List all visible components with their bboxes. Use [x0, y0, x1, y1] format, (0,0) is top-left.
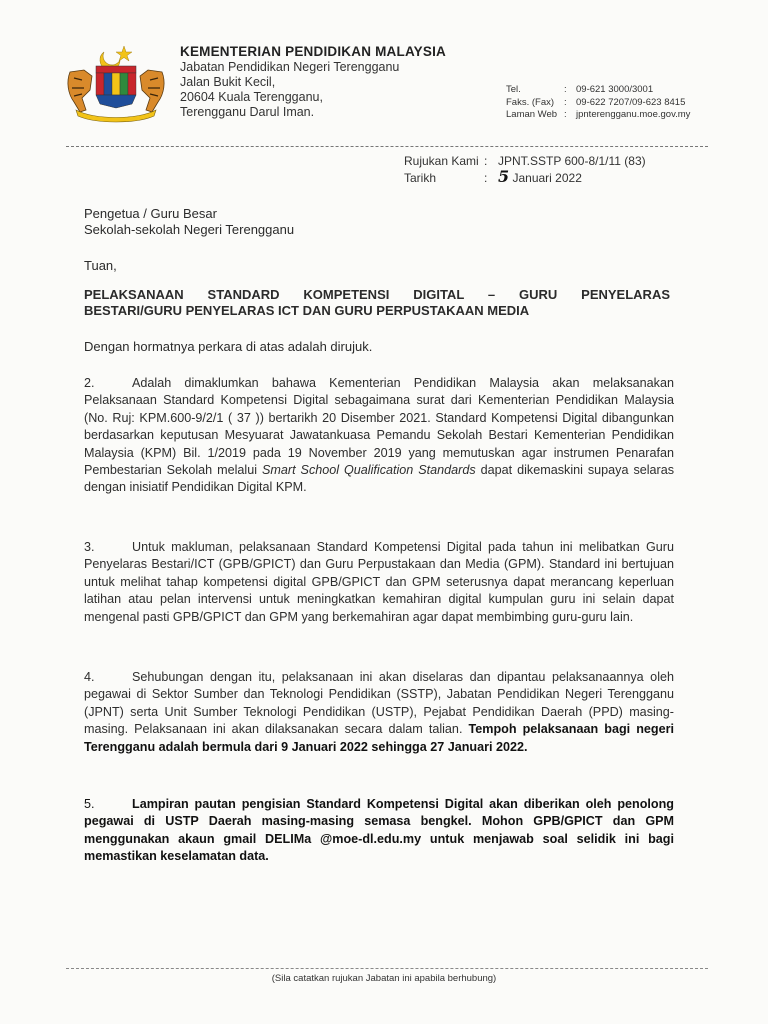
- paragraph-3: [84, 539, 674, 626]
- reference-label: Rujukan Kami: [404, 154, 479, 168]
- separator: :: [564, 84, 567, 95]
- paragraph-bold-text: Tempoh pelaksanaan bagi negeri Terengganu adalah bermula dari 9 Januari 2022 sehingga 27 Januari 2022.: [84, 722, 674, 754]
- letter-subject: [84, 287, 670, 318]
- paragraph-text: dapat dikemaskini supaya selaras dengan inisiatif Pendidikan Digital KPM.: [84, 463, 675, 495]
- footer-note: (Sila catatkan rujukan Jabatan ini apabila berhubung): [271, 973, 497, 984]
- contact-row-fax: [506, 97, 690, 110]
- contact-label: Faks. (Fax): [506, 96, 555, 108]
- contact-row-web: [506, 109, 690, 122]
- separator: :: [484, 171, 488, 185]
- recipient-title: Pengetua / Guru Besar: [84, 206, 217, 221]
- date-label: Tarikh: [404, 171, 437, 185]
- paragraph-text: Adalah dimaklumkan bahawa Kementerian Pendidikan Malaysia akan melaksanakan Pelaksanaan Standard Kompetensi Digital sebagaimana surat dari Kementerian Pendidikan Malaysia (No. Ruj: KPM.600-9/2/1 ( 37 )) bertarikh 20 Disember 2021. Standard Kompetensi Digital dibangunkan berdasarkan keputusan Mesyuarat Jawatankuasa Pemandu Sekolah Bestari Kementerian Pendidikan Malaysia (KPM) Bil. 1/2019 pada 19 November 2019 yang memutuskan agar instrumen Penarafan Pembestarian Sekolah melalui: [84, 376, 674, 478]
- paragraph-text: Mohon GPB/GPICT dan GPM menggunakan akaun gmail DELIMa @moe-dl.edu.my untuk menjawab soal selidik ini bagi memastikan keselamatan data.: [84, 814, 675, 864]
- footer-divider: [66, 968, 708, 969]
- coat-of-arms-logo: [60, 42, 172, 124]
- address-line: Terengganu Darul Iman.: [180, 105, 315, 119]
- contact-value: 09-622 7207/09-623 8415: [576, 96, 686, 108]
- separator: :: [564, 96, 567, 108]
- address-line: Jalan Bukit Kecil,: [180, 75, 276, 89]
- contact-row-tel: [506, 84, 690, 97]
- contact-label: Laman Web: [506, 109, 558, 120]
- paragraph-2: [84, 375, 674, 497]
- website-link[interactable]: jpnterengganu.moe.gov.my: [576, 109, 691, 120]
- reference-number: JPNT.SSTP 600-8/1/11 (83): [498, 154, 646, 168]
- recipient-org: Sekolah-sekolah Negeri Terengganu: [84, 222, 295, 237]
- salutation: Tuan,: [84, 258, 117, 273]
- date-row: [404, 169, 646, 186]
- paragraph-bold-text: Lampiran pautan pengisian Standard Kompetensi Digital akan diberikan oleh penolong pegawai di USTP Daerah masing-masing semasa bengkel.: [84, 797, 674, 829]
- separator: :: [484, 154, 488, 168]
- address-line: Jabatan Pendidikan Negeri Terengganu: [180, 60, 400, 74]
- contact-label: Tel.: [506, 84, 521, 95]
- paragraph-number: 5.: [84, 797, 95, 811]
- paragraph-number: 4.: [84, 670, 95, 684]
- organization-address: [180, 60, 399, 120]
- date-value: Januari 2022: [512, 171, 582, 185]
- reference-row: [404, 154, 646, 169]
- subject-line: PELAKSANAAN STANDARD KOMPETENSI DIGITAL – GURU PENYELARAS: [84, 287, 670, 302]
- paragraph-5: [84, 796, 674, 866]
- contact-value: 09-621 3000/3001: [576, 84, 654, 95]
- intro-paragraph: Dengan hormatnya perkara di atas adalah dirujuk.: [84, 339, 373, 354]
- paragraph-text: Sehubungan dengan itu, pelaksanaan ini akan diselaras dan dipantau pelaksanaannya oleh pegawai di Sektor Sumber dan Teknologi Pendidikan (SSTP), Jabatan Pendidikan Negeri Terengganu (JPNT) serta Unit Sumber Teknologi Pendidikan (USTP), Pejabat Pendidikan Daerah (PPD) masing-masing. Pelaksanaan ini akan dilaksanakan secara dalam talian.: [84, 670, 674, 737]
- subject-line: BESTARI/GURU PENYELARAS ICT DAN GURU PERPUSTAKAAN MEDIA: [84, 302, 530, 318]
- paragraph-number: 3.: [84, 540, 95, 554]
- organization-name: KEMENTERIAN PENDIDIKAN MALAYSIA: [180, 44, 446, 59]
- address-line: 20604 Kuala Terengganu,: [180, 90, 323, 104]
- paragraph-italic-text: Smart School Qualification Standards: [262, 463, 476, 478]
- handwritten-day: 5: [498, 167, 510, 186]
- paragraph-text: Untuk makluman, pelaksanaan Standard Kompetensi Digital pada tahun ini melibatkan Guru Penyelaras Bestari/ICT (GPB/GPICT) dan Guru Perpustakaan dan Media (GPM). Standard ini bertujuan untuk melihat tahap kompetensi digital GPB/GPICT dan GPM seterusnya dapat merancang keperluan latihan atau pelan intervensi untuk meningkatkan kemahiran digital kumpulan guru ini selain dapat mengenal pasti GPB/GPICT dan GPM yang berkemahiran agar dapat membimbing guru-guru lain.: [84, 540, 674, 624]
- contact-info: [506, 84, 690, 122]
- paragraph-4: [84, 669, 674, 756]
- recipient-block: [84, 206, 294, 238]
- paragraph-number: 2.: [84, 376, 95, 390]
- separator: :: [564, 109, 567, 120]
- reference-block: [404, 154, 646, 186]
- header-divider: [66, 146, 708, 147]
